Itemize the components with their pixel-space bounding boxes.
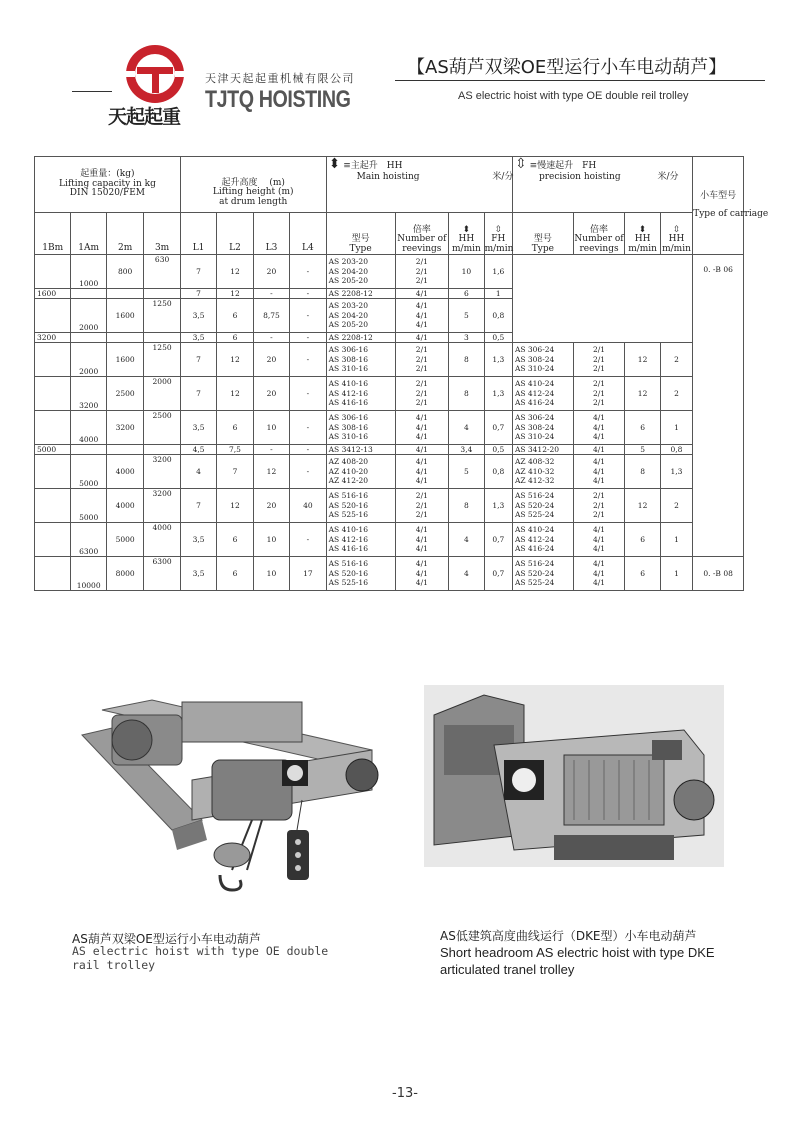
col-l1: L1 [180, 213, 216, 255]
caption-right-en: Short headroom AS electric hoist with type DKE articulated tranel trolley [440, 945, 715, 977]
brand-name-cn: 天起起重 [108, 106, 181, 128]
up-down-outline-arrow-icon: ⇳ [514, 156, 527, 172]
col-type: 型号 Type [326, 213, 395, 255]
company-name-en: TJTQ HOISTING [205, 86, 351, 113]
header-capacity: 起重量：(kg) Lifting capacity in kg DIN 15020/FEM [35, 157, 181, 213]
header-carriage: 小车型号 Type of carriage [693, 157, 744, 255]
caption-left-cn: AS葫芦双梁OE型运行小车电动葫芦 [72, 932, 261, 946]
header-main-hoisting: ⬍ ≡主起升 HH Main hoisting 米/分 [326, 157, 512, 213]
table-row: 6300 5000 4000 3,5 6 10 - AS 410-16 AS 412-16 AS 416-16 4/1 4/1 4/1 4 0,7 AS 410-24 AS 412-24 AS 416-24 4/1 4/1 4/1 6 1 [35, 523, 744, 557]
col-l4: L4 [290, 213, 326, 255]
table-row: 5000 4000 3200 4 7 12 - AZ 408-20 AZ 410-20 AZ 412-20 4/1 4/1 4/1 5 0,8 AZ 408-32 AZ 410-32 AZ 412-32 4/1 4/1 4/1 8 1,3 [35, 455, 744, 489]
table-row: 1600 7 12 - - AS 2208-12 4/1 6 1 [35, 289, 744, 299]
col-fh: ⇳ FH m/min [484, 213, 512, 255]
header-precision-hoisting: ⇳ ≡慢速起升 FH precision hoisting 米/分 [512, 157, 692, 213]
up-down-arrow-icon: ⬍ [328, 156, 341, 172]
page-title-cn: 【AS葫芦双梁OE型运行小车电动葫芦】 [407, 57, 727, 78]
table-row: 2000 1600 1250 7 12 20 - AS 306-16 AS 308-16 AS 310-16 2/1 2/1 2/1 8 1,3 AS 306-24 AS 308-24 AS 310-24 2/1 2/1 2/1 12 2 [35, 343, 744, 377]
caption-left-en: AS electric hoist with type OE double rail trolley [72, 944, 329, 972]
table-row: 5000 4000 3200 7 12 20 40 AS 516-16 AS 520-16 AS 525-16 2/1 2/1 2/1 8 1,3 AS 516-24 AS 520-24 AS 525-24 2/1 2/1 2/1 12 2 [35, 489, 744, 523]
table-row: 3200 2500 2000 7 12 20 - AS 410-16 AS 412-16 AS 416-16 2/1 2/1 2/1 8 1,3 AS 410-24 AS 412-24 AS 416-24 2/1 2/1 2/1 12 2 [35, 377, 744, 411]
table-row: 5000 4,5 7,5 - - AS 3412-13 4/1 3,4 0,5 AS 3412-20 4/1 5 0,8 [35, 445, 744, 455]
col-1am: 1Am [71, 213, 106, 255]
caption-right-cn: AS低建筑高度曲线运行（DKE型）小车电动葫芦 [440, 929, 697, 943]
col-type-precision: 型号 Type [512, 213, 573, 255]
col-hh: ⬍ HH m/min [449, 213, 484, 255]
table-row: 1000 800 630 7 12 20 - AS 203-20 AS 204-20 AS 205-20 2/1 2/1 2/1 10 1,6 0. -B 06 [35, 255, 744, 289]
carriage-ob08: 0. -B 08 [693, 557, 744, 591]
col-3m: 3m [144, 213, 180, 255]
table-row: 10000 8000 6300 3,5 6 10 17 AS 516-16 AS 520-16 AS 525-16 4/1 4/1 4/1 4 0,7 AS 516-24 AS 520-24 AS 525-24 4/1 4/1 4/1 6 1 0. -B 08 [35, 557, 744, 591]
hoist-photo-dke-trolley [424, 685, 724, 867]
carriage-ob06: 0. -B 06 [693, 255, 744, 557]
col-reevings-precision: 倍率 Number of reevings [573, 213, 625, 255]
col-1bm: 1Bm [35, 213, 71, 255]
header-line-right [395, 80, 765, 81]
page-number: -13- [392, 1086, 418, 1101]
col-2m: 2m [106, 213, 143, 255]
spec-table [34, 156, 769, 591]
col-l3: L3 [253, 213, 289, 255]
company-name-cn: 天津天起起重机械有限公司 [205, 72, 355, 85]
col-reevings: 倍率 Number of reevings [395, 213, 449, 255]
col-hh-precision: ⬍ HH m/min [625, 213, 660, 255]
table-row: 4000 3200 2500 3,5 6 10 - AS 306-16 AS 308-16 AS 310-16 4/1 4/1 4/1 4 0,7 AS 306-24 AS 308-24 AS 310-24 4/1 4/1 4/1 6 1 [35, 411, 744, 445]
page-title-en: AS electric hoist with type OE double reil trolley [458, 90, 689, 102]
table-row: 2000 1600 1250 3,5 6 8,75 - AS 203-20 AS 204-20 AS 205-20 4/1 4/1 4/1 5 0,8 [35, 299, 744, 333]
hoist-photo-oe-trolley [72, 680, 382, 905]
col-fh-precision: ⇳ HH m/min [660, 213, 692, 255]
header-height: 起升高度 (m) Lifting height (m) at drum length [180, 157, 326, 213]
col-l2: L2 [217, 213, 253, 255]
table-row: 3200 3,5 6 - - AS 2208-12 4/1 3 0,5 [35, 333, 744, 343]
